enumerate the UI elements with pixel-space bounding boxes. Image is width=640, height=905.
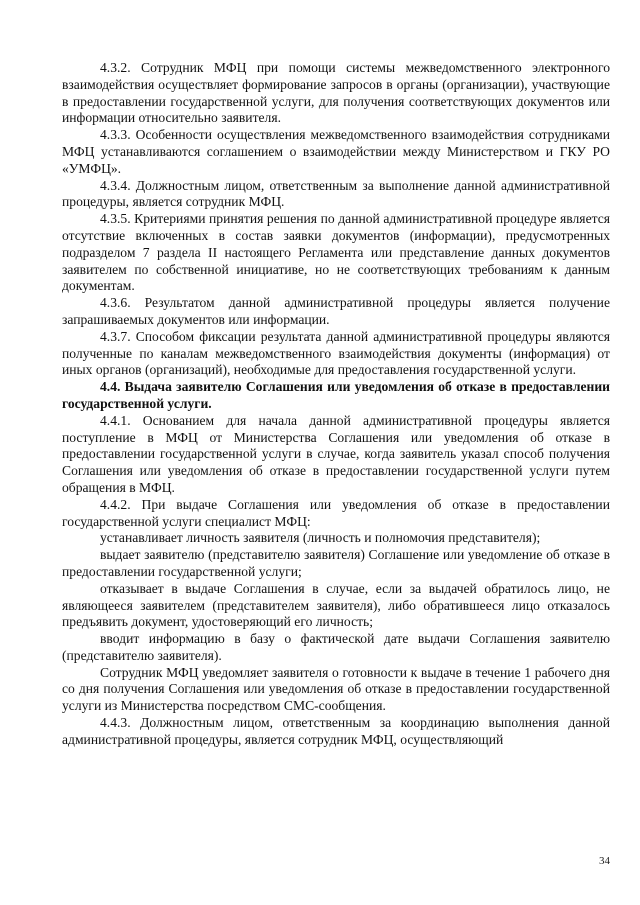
paragraph-4-4-3: 4.4.3. Должностным лицом, ответственным за координацию выполнения данной административной процедуры, является сотрудник МФЦ, осуществляющий — [62, 715, 610, 747]
paragraph-4-3-5: 4.3.5. Критериями принятия решения по данной административной процедуре является отсутствие включенных в состав заявки документов (информации), предусмотренных подразделом 7 раздела II настоящего Регламента или представление данных документов заявителем по собственной инициативе, но не соответствующих требованиям к данным документам. — [62, 211, 610, 294]
list-item-identify: устанавливает личность заявителя (личность и полномочия представителя); — [100, 530, 541, 546]
document-page — [62, 60, 610, 749]
paragraph-4-3-3: 4.3.3. Особенности осуществления межведомственного взаимодействия сотрудниками МФЦ устанавливаются соглашением о взаимодействии между Министерством и ГКУ РО «УМФЦ». — [62, 127, 610, 176]
page-number: 34 — [599, 855, 610, 867]
paragraph-4-3-7: 4.3.7. Способом фиксации результата данной административной процедуры являются полученные по каналам межведомственного взаимодействия документы (информация) от иных органов (организаций), необходимые для предоставления государственной услуги. — [62, 328, 610, 378]
section-heading-4-4: 4.4. Выдача заявителю Соглашения или уведомления об отказе в предоставлении государственной услуги. — [62, 379, 610, 411]
paragraph-4-3-2: 4.3.2. Сотрудник МФЦ при помощи системы межведомственного электронного взаимодействия осуществляет формирование запросов в органы (организации), участвующие в предоставлении государственной услуги, для получения соответствующих документов или информации относительно заявителя. — [62, 60, 610, 126]
list-item-refuse: отказывает в выдаче Соглашения в случае, если за выдачей обратилось лицо, не являющееся заявителем (представителем заявителя), либо обратившееся лицо отказалось предъявить документ, удостоверяющий его личность; — [62, 580, 610, 630]
list-item-record-date: вводит информацию в базу о фактической дате выдачи Соглашения заявителю (представителю заявителя). — [62, 631, 610, 663]
paragraph-notification: Сотрудник МФЦ уведомляет заявителя о готовности к выдаче в течение 1 рабочего дня со дня получения Соглашения или уведомления об отказе в предоставлении государственной услуги из Министерства посредством СМС-сообщения. — [62, 664, 610, 714]
paragraph-4-3-6: 4.3.6. Результатом данной административной процедуры является получение запрашиваемых документов или информации. — [62, 295, 610, 327]
paragraph-4-4-1: 4.4.1. Основанием для начала данной административной процедуры является поступление в МФЦ от Министерства Соглашения или уведомления об отказе в предоставлении государственной услуги в случае, когда заявитель указал способ получения Соглашения или уведомления об отказе в предоставлении государственной услуги путем обращения в МФЦ. — [62, 412, 610, 495]
list-item-issue: выдает заявителю (представителю заявителя) Соглашение или уведомление об отказе в предоставлении государственной услуги; — [62, 547, 610, 579]
paragraph-4-4-2: 4.4.2. При выдаче Соглашения или уведомления об отказе в предоставлении государственной услуги специалист МФЦ: — [62, 496, 610, 529]
paragraph-4-3-4: 4.3.4. Должностным лицом, ответственным за выполнение данной административной процедуры, является сотрудник МФЦ. — [62, 177, 610, 210]
